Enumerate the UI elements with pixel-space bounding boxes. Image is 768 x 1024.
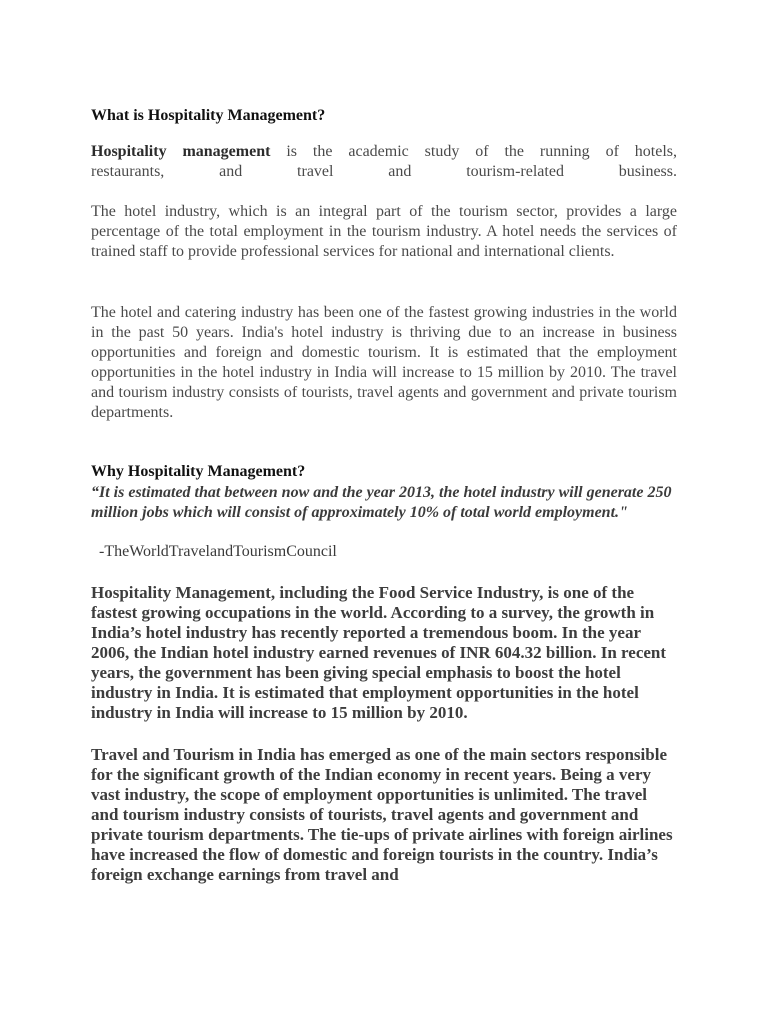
paragraph-definition — [91, 142, 677, 182]
paragraph-catering-industry: The hotel and catering industry has been one of the fastest growing industries in the world in the past 50 years. India's hotel industry is thriving due to an increase in business opportunities and foreign and domestic tourism. It is estimated that the employment opportunities in the hotel industry in India will increase to 15 million by 2010. The travel and tourism industry consists of tourists, travel agents and government and private tourism departments. — [91, 304, 677, 421]
definition-lead-term: Hospitality management — [91, 143, 271, 160]
quote-attribution: -TheWorldTravelandTourismCouncil — [99, 543, 337, 560]
paragraph-hospitality-growth: Hospitality Management, including the Food Service Industry, is one of the fastest growing occupations in the world. According to a survey, the growth in India’s hotel industry has recently reported a tremendous boom. In the year 2006, the Indian hotel industry earned revenues of INR 604.32 billion. In recent years, the government has been giving special emphasis to boost the hotel industry in India. It is estimated that employment opportunities in the hotel industry in India will increase to 15 million by 2010. — [91, 583, 667, 722]
paragraph-hotel-industry: The hotel industry, which is an integral part of the tourism sector, provides a large percentage of the total employment in the tourism industry. A hotel needs the services of trained staff to provide professional services for national and international clients. — [91, 203, 677, 260]
paragraph-travel-tourism: Travel and Tourism in India has emerged as one of the main sectors responsible for the significant growth of the Indian economy in recent years. Being a very vast industry, the scope of employment opportunities is unlimited. The travel and tourism industry consists of tourists, travel agents and government and private tourism departments. The tie-ups of private airlines with foreign airlines have increased the flow of domestic and foreign tourists in the country. India’s foreign exchange earnings from travel and — [91, 745, 673, 884]
quote-block: “It is estimated that between now and the year 2013, the hotel industry will generate 250 million jobs which will consist of approximately 10% of total world employment." — [91, 484, 672, 521]
definition-line-2: restaurants, and travel and tourism-related business. — [91, 163, 677, 180]
definition-line-1-text: is the academic study of the running of hotels, — [270, 143, 678, 160]
section-heading-what: What is Hospitality Management? — [91, 107, 326, 124]
definition-line-1 — [91, 142, 677, 162]
section-heading-why: Why Hospitality Management? — [91, 463, 306, 480]
